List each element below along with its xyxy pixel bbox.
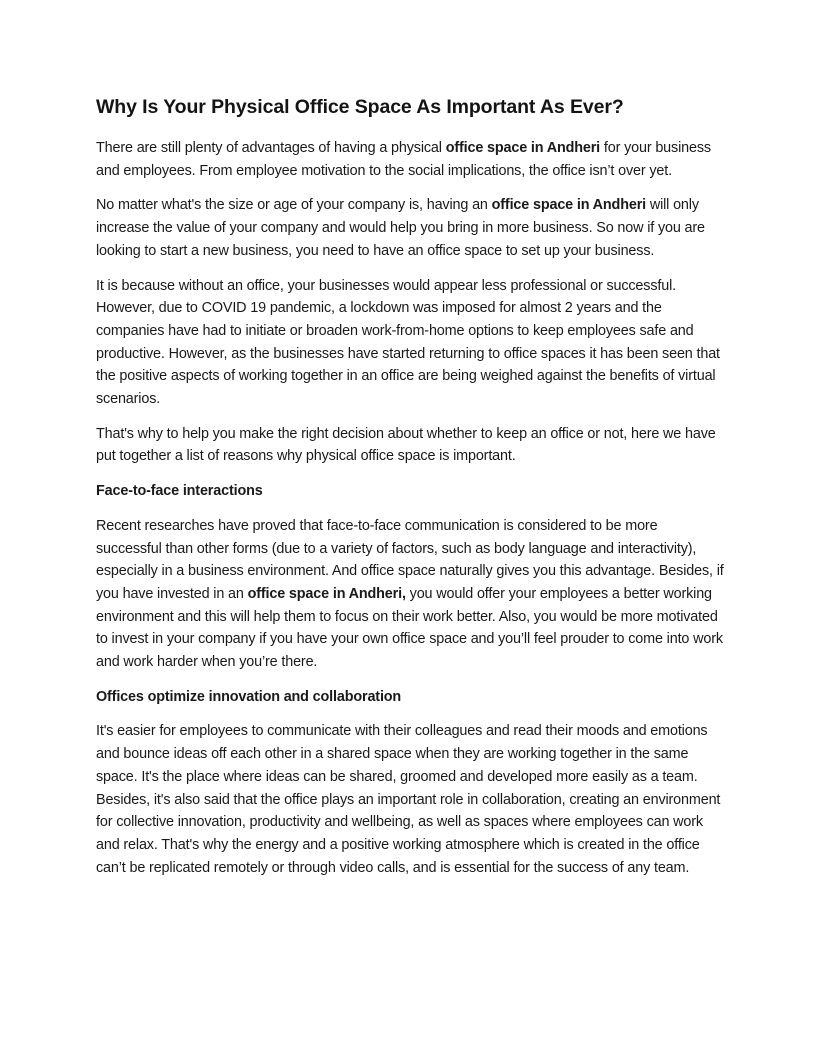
keyword-bold: office space in Andheri (445, 140, 601, 156)
paragraph-text: There are still plenty of advantages of having a physical (96, 140, 446, 156)
page-title: Why Is Your Physical Office Space As Important As Ever? (96, 96, 624, 118)
paragraph-text: No matter what's the size or age of your company is, having an (96, 197, 492, 214)
document-page (96, 94, 724, 891)
paragraph-reasons: That's why to help you make the right decision about whether to keep an office or not, here we have put together a list of reasons why physical office space is important. (96, 425, 716, 465)
paragraph-covid: It is because without an office, your businesses would appear less professional or successful. However, due to COVID 19 pandemic, a lockdown was imposed for almost 2 years and the companies have had to initiate or broaden work-from-home options to keep employees safe and productive. However, as the businesses have started returning to office spaces it has been seen that the positive aspects of working together in an office are being weighed against the benefits of virtual scenarios. (96, 277, 720, 408)
paragraph-text: you would offer your employees a better working environment and this will help them to focus on their work better. Also, you would be more motivated to invest in your company if you have your own office space and you’ll feel prouder to come into work and work harder when you’re there. (96, 585, 723, 671)
paragraph-intro (96, 137, 724, 182)
paragraph-text: Recent researches have proved that face-to-face communication is considered to be more successful than other forms (due to a variety of factors, such as body language and interactivity), especially in a business environment. And office space naturally gives you this advantage. Besides, if you have invested in an (96, 517, 724, 602)
paragraph-innovation: It's easier for employees to communicate with their colleagues and read their moods and emotions and bounce ideas off each other in a shared space when they are working together in the same space. It's the place where ideas can be shared, groomed and developed more easily as a team. Besides, it's also said that the office plays an important role in collaboration, creating an environment for collective innovation, productivity and wellbeing, as well as spaces where employees can work and relax. That's why the energy and a positive working atmosphere which is created in the office can’t be replicated remotely or through video calls, and is essential for the success of any team. (96, 723, 721, 876)
paragraph-value (96, 194, 724, 262)
paragraph-text: will only increase the value of your company and would help you bring in more business. So now if you are looking to start a new business, you need to have an office space to set up your business. (96, 197, 705, 259)
keyword-bold: office space in Andheri (491, 197, 646, 214)
keyword-bold: office space in Andheri, (247, 585, 406, 602)
paragraph-text: for your business and employees. From employee motivation to the social implications, the office isn’t over yet. (96, 140, 711, 179)
paragraph-face-to-face (96, 515, 724, 674)
section-heading-innovation: Offices optimize innovation and collaboration (96, 688, 402, 705)
section-heading-face-to-face: Face-to-face interactions (96, 483, 263, 500)
